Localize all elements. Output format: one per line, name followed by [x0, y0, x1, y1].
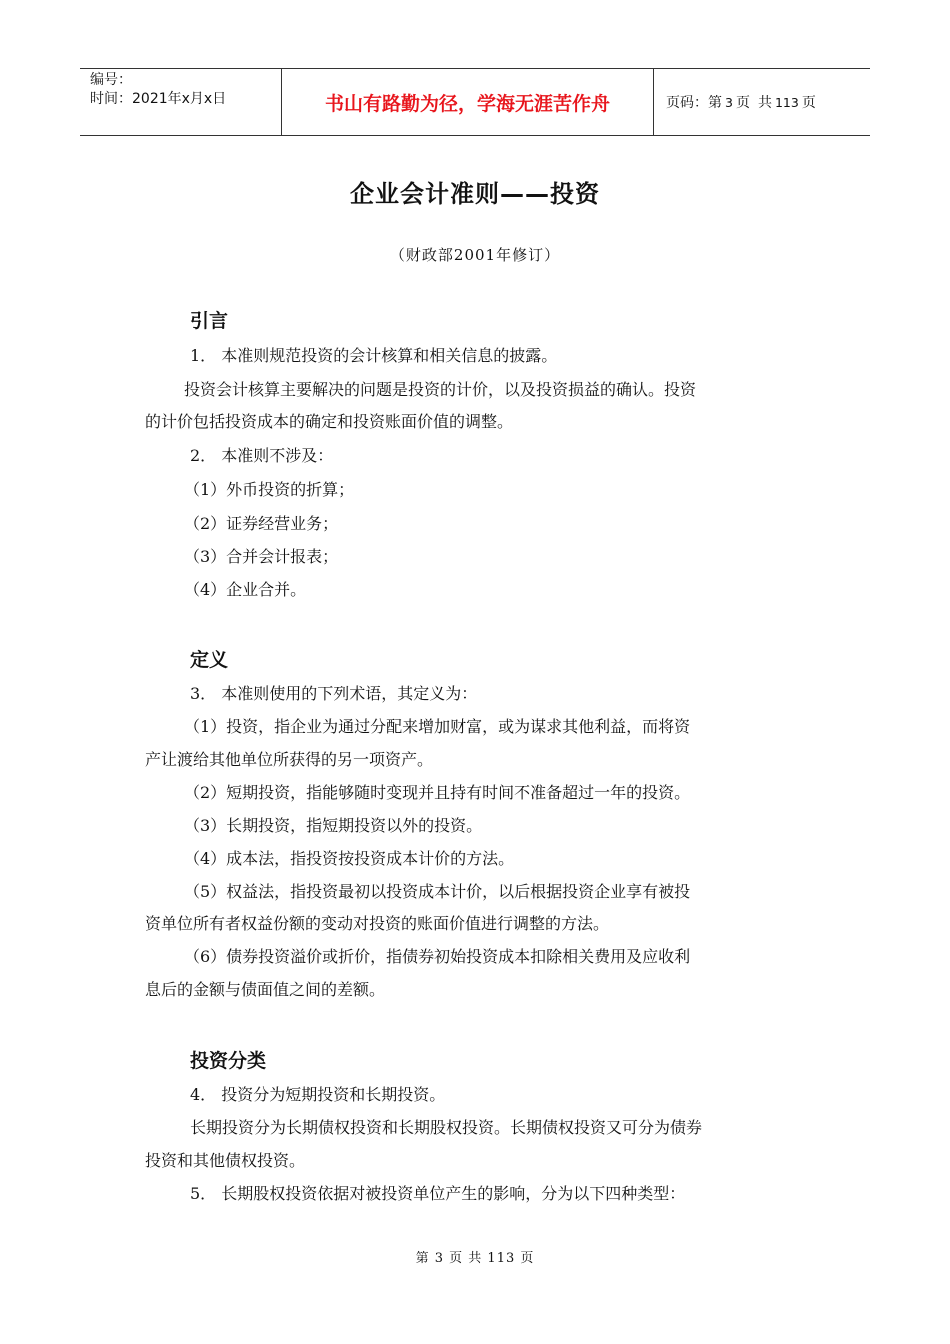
document-subtitle: （财政部2001年修订）	[389, 246, 561, 264]
definition-item: 息后的金额与债面值之间的差额。	[145, 980, 386, 999]
list-item: （1）外币投资的折算；	[184, 480, 355, 499]
section-classification: 投资分类	[190, 1050, 267, 1072]
section-intro: 引言	[190, 310, 229, 332]
definition-item: （1）投资，指企业为通过分配来增加财富，或为谋求其他利益，而将资	[184, 717, 691, 736]
definition-item: （4）成本法，指投资按投资成本计价的方法。	[184, 849, 515, 868]
definition-item: 资单位所有者权益份额的变动对投资的账面价值进行调整的方法。	[145, 914, 610, 933]
list-item: （2）证券经营业务；	[184, 514, 339, 533]
definition-item: 产让渡给其他单位所获得的另一项资产。	[145, 750, 434, 769]
header-motto: 书山有路勤为径，学海无涯苦作舟	[282, 69, 654, 135]
paragraph: 5． 长期股权投资依据对被投资单位产生的影响，分为以下四种类型：	[190, 1184, 686, 1203]
page-mid: 页	[735, 95, 750, 111]
paragraph: 长期投资分为长期债权投资和长期股权投资。长期债权投资又可分为债券	[190, 1118, 703, 1137]
paragraph: 4． 投资分为短期投资和长期投资。	[190, 1085, 446, 1104]
definition-item: （6）债券投资溢价或折价，指债券初始投资成本扣除相关费用及应收利	[184, 947, 691, 966]
list-item: （3）合并会计报表；	[184, 547, 339, 566]
page-number: 3	[725, 94, 733, 110]
document-title: 企业会计准则——投资	[350, 180, 600, 208]
paragraph: 2． 本准则不涉及：	[190, 446, 334, 465]
total-suffix: 页	[801, 95, 816, 111]
paragraph: 投资会计核算主要解决的问题是投资的计价，以及投资损益的确认。投资	[184, 380, 697, 399]
page-footer: 第 3 页 共 113 页	[415, 1251, 535, 1266]
paragraph: 的计价包括投资成本的确定和投资账面价值的调整。	[145, 412, 514, 431]
time-label: 时间：2021年x月x日	[90, 91, 227, 107]
definition-item: （3）长期投资，指短期投资以外的投资。	[184, 816, 483, 835]
paragraph: 投资和其他债权投资。	[145, 1151, 306, 1170]
header-page-info	[654, 69, 870, 135]
paragraph: 1． 本准则规范投资的会计核算和相关信息的披露。	[190, 346, 558, 365]
definition-item: （2）短期投资，指能够随时变现并且持有时间不准备超过一年的投资。	[184, 783, 691, 802]
definition-item: （5）权益法，指投资最初以投资成本计价，以后根据投资企业享有被投	[184, 882, 691, 901]
paragraph: 3． 本准则使用的下列术语，其定义为：	[190, 684, 478, 703]
page-header	[80, 68, 870, 136]
total-pages: 113	[774, 94, 799, 110]
page-prefix: 页码：第	[666, 95, 722, 111]
total-prefix: 共	[757, 95, 772, 111]
section-definitions: 定义	[190, 649, 229, 671]
header-meta	[80, 69, 282, 135]
number-label: 编号：	[90, 72, 132, 88]
list-item: （4）企业合并。	[184, 580, 307, 599]
